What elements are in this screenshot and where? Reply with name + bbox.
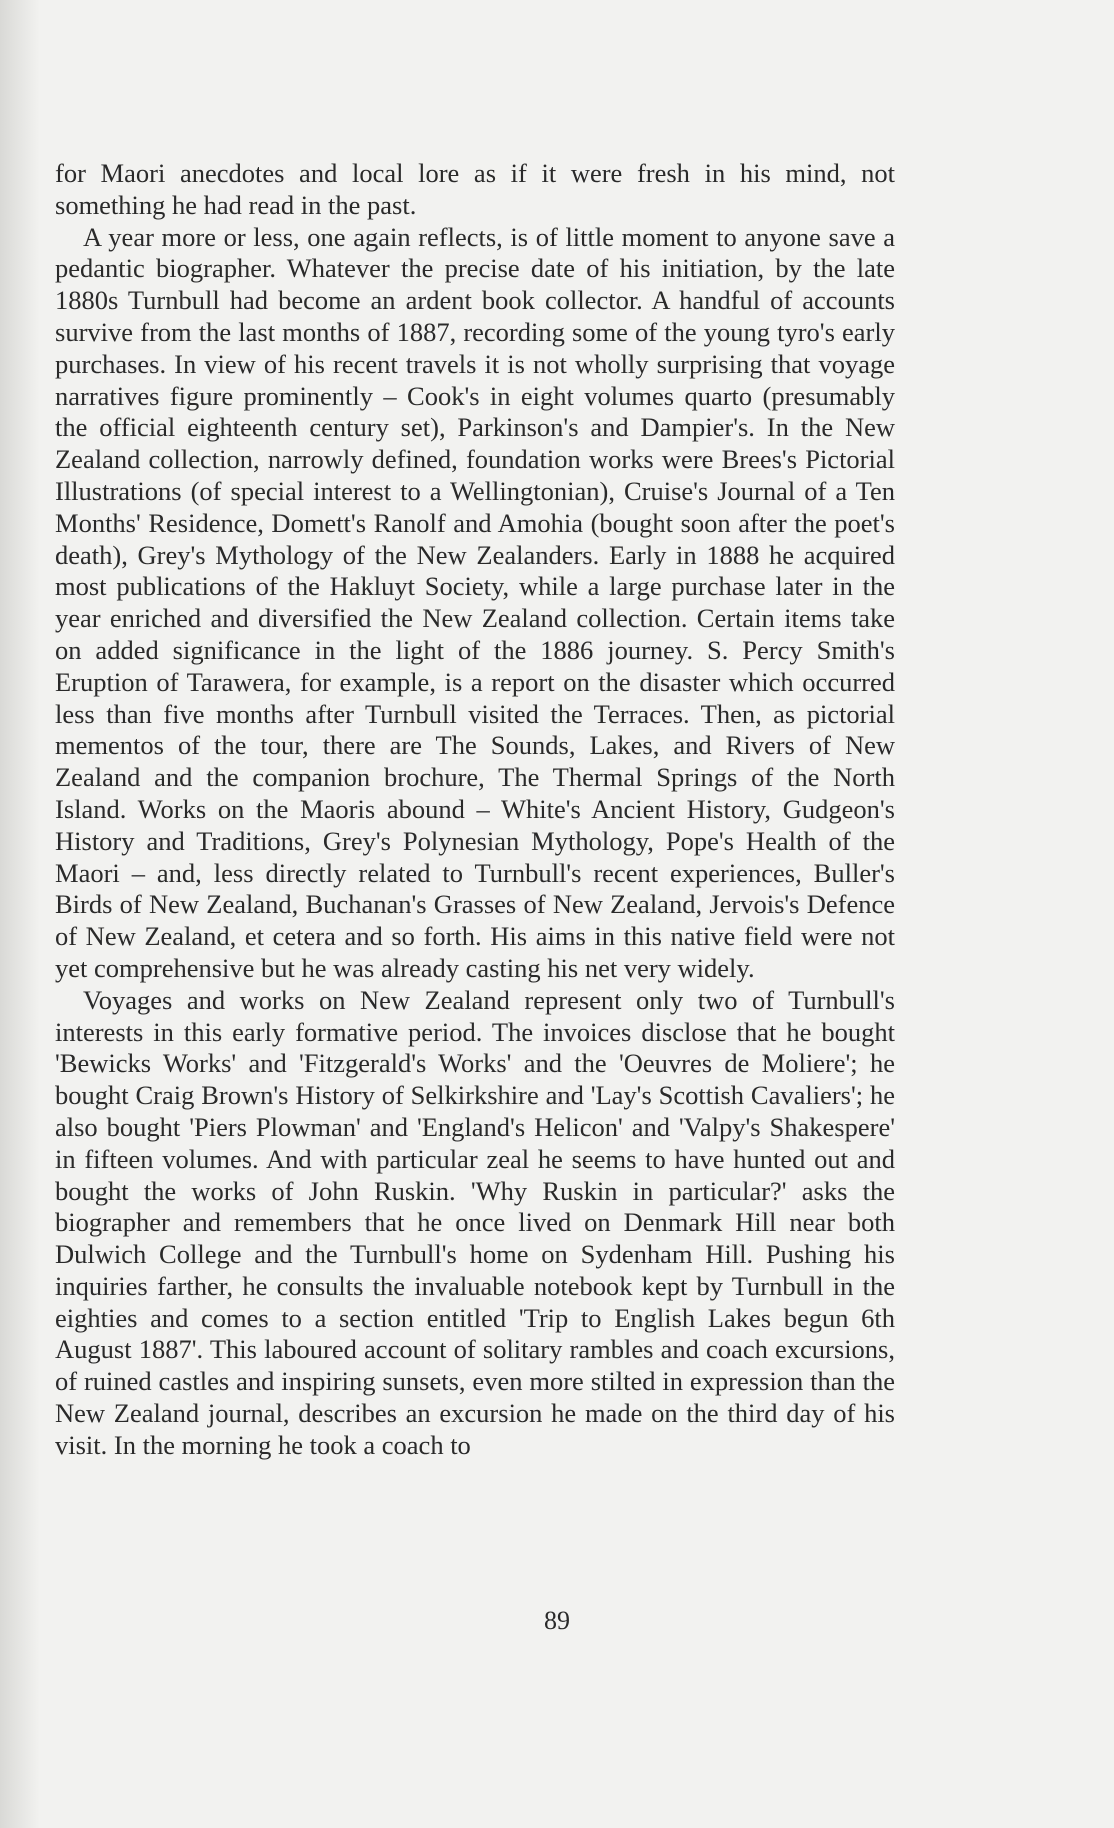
paragraph-3: Voyages and works on New Zealand represent only two of Turnbull's interests in this early formative period. The invoices disclose that he bought 'Bewicks Works' and 'Fitzgerald's Works' and the 'Oeuvres de Moliere'; he bought Craig Brown's History of Selkirkshire and 'Lay's Scottish Cavaliers'; he also bought 'Piers Plowman' and 'England's Helicon' and 'Valpy's Shakespere' in fifteen volumes. And with particular zeal he seems to have hunted out and bought the works of John Ruskin. 'Why Ruskin in particular?' asks the biographer and remembers that he once lived on Denmark Hill near both Dulwich College and the Turnbull's home on Sydenham Hill. Pushing his inquiries farther, he consults the invaluable notebook kept by Turnbull in the eighties and comes to a section entitled 'Trip to English Lakes begun 6th August 1887'. This laboured account of solitary rambles and coach excursions, of ruined castles and inspiring sunsets, even more stilted in expression than the New Zealand journal, describes an excursion he made on the third day of his visit. In the morning he took a coach to: [55, 984, 895, 1460]
paragraph-1: for Maori anecdotes and local lore as if it were fresh in his mind, not something he had read in the past.: [55, 158, 895, 220]
page-gutter-shadow: [0, 0, 40, 1828]
page-number: 89: [544, 1606, 570, 1635]
body-text: [55, 158, 895, 1462]
paragraph-2: A year more or less, one again reflects, is of little moment to anyone save a pedantic biographer. Whatever the precise date of his initiation, by the late 1880s Turnbull had become an ardent book collector. A handful of accounts survive from the last months of 1887, recording some of the young tyro's early purchases. In view of his recent travels it is not wholly surprising that voyage narratives figure prominently – Cook's in eight volumes quarto (presumably the official eighteenth century set), Parkinson's and Dampier's. In the New Zealand collection, narrowly defined, foundation works were Brees's Pictorial Illustrations (of special interest to a Wellingtonian), Cruise's Journal of a Ten Months' Residence, Domett's Ranolf and Amohia (bought soon after the poet's death), Grey's Mythology of the New Zealanders. Early in 1888 he acquired most publications of the Hakluyt Society, while a large purchase later in the year enriched and diversified the New Zealand collection. Certain items take on added significance in the light of the 1886 journey. S. Percy Smith's Eruption of Tarawera, for example, is a report on the disaster which occurred less than five months after Turnbull visited the Terraces. Then, as pictorial mementos of the tour, there are The Sounds, Lakes, and Rivers of New Zealand and the companion brochure, The Thermal Springs of the North Island. Works on the Maoris abound – White's Ancient History, Gudgeon's History and Traditions, Grey's Polynesian Mythology, Pope's Health of the Maori – and, less directly related to Turnbull's recent experiences, Buller's Birds of New Zealand, Buchanan's Grasses of New Zealand, Jervois's Defence of New Zealand, et cetera and so forth. His aims in this native field were not yet comprehensive but he was already casting his net very widely.: [55, 221, 895, 983]
